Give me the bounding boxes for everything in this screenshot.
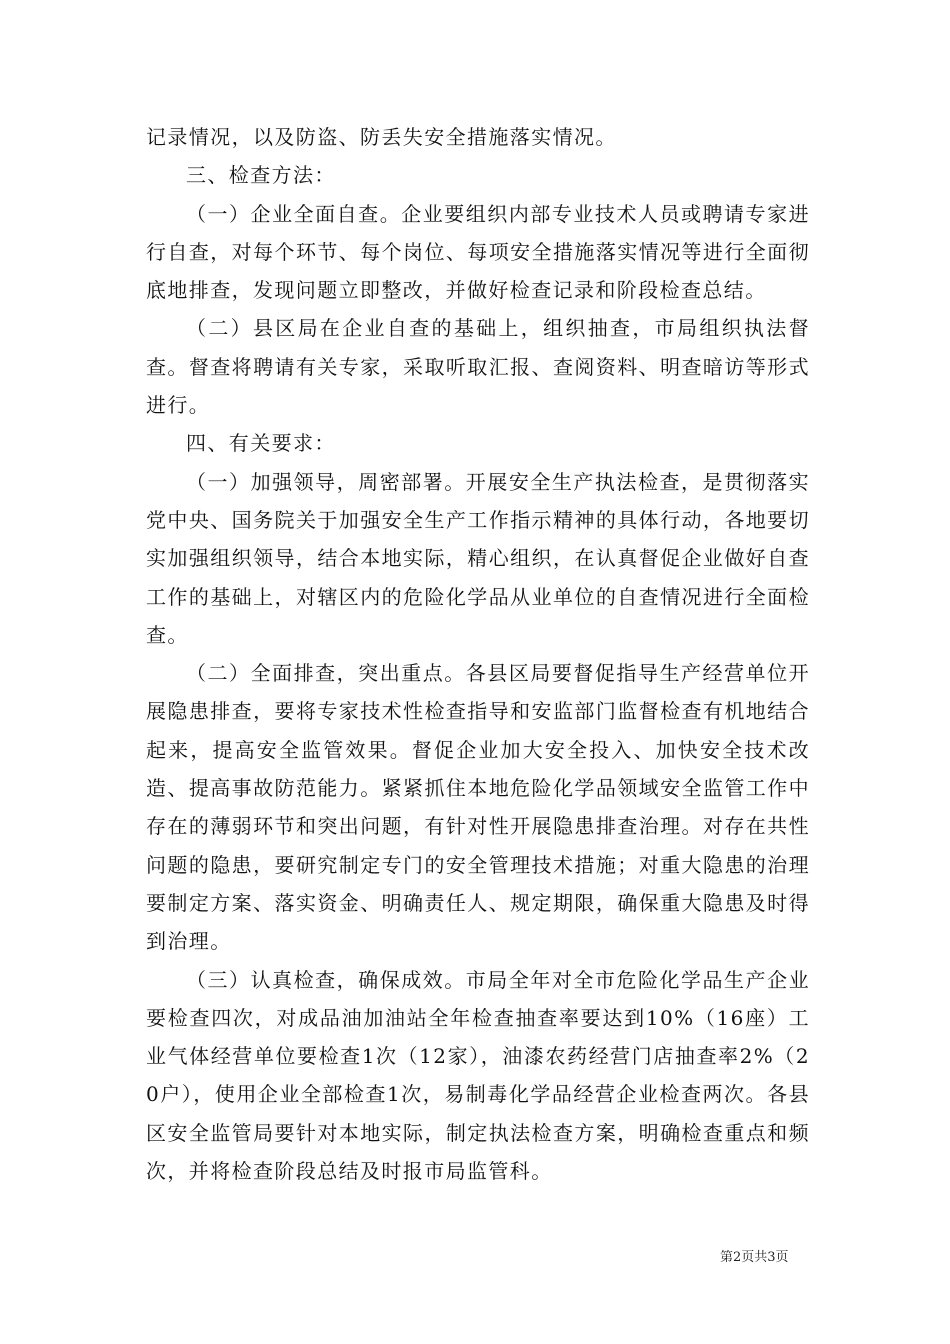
section-heading-requirements: 四、有关要求：	[186, 431, 336, 456]
paragraph-leadership: （一）加强领导，周密部署。开展安全生产执法检查，是贯彻落实党中央、国务院关于加强安全生产工作指示精神的具体行动，各地要切实加强组织领导，结合本地实际，精心组织，在认真督促企业做好自查工作的基础上，对辖区内的危险化学品从业单位的自查情况进行全面检查。	[146, 469, 810, 647]
paragraph-0: 记录情况，以及防盗、防丢失安全措施落实情况。	[146, 125, 617, 149]
paragraph-inspection-effect: （三）认真检查，确保成效。市局全年对全市危险化学品生产企业要检查四次，对成品油加油站全年检查抽查率要达到10%（16座）工业气体经营单位要检查1次（12家），油漆农药经营门店抽查率2%（20户），使用企业全部检查1次，易制毒化学品经营企业检查两次。各县区安全监管局要针对本地实际，制定执法检查方案，明确检查重点和频次，并将检查阶段总结及时报市局监管科。	[146, 967, 810, 1184]
document-body	[146, 118, 810, 1190]
paragraph-spot-check: （二）县区局在企业自查的基础上，组织抽查，市局组织执法督查。督查将聘请有关专家，采取听取汇报、查阅资料、明查暗访等形式进行。	[146, 316, 810, 418]
paragraph-self-inspection: （一）企业全面自查。企业要组织内部专业技术人员或聘请专家进行自查，对每个环节、每个岗位、每项安全措施落实情况等进行全面彻底地排查，发现问题立即整改，并做好检查记录和阶段检查总结。	[146, 201, 810, 303]
page-number: 第2页共3页	[720, 1250, 789, 1265]
section-heading-methods: 三、检查方法：	[186, 163, 336, 188]
paragraph-investigation: （二）全面排查，突出重点。各县区局要督促指导生产经营单位开展隐患排查，要将专家技术性检查指导和安监部门监督检查有机地结合起来，提高安全监管效果。督促企业加大安全投入、加快安全技术改造、提高事故防范能力。紧紧抓住本地危险化学品领域安全监管工作中存在的薄弱环节和突出问题，有针对性开展隐患排查治理。对存在共性问题的隐患，要研究制定专门的安全管理技术措施；对重大隐患的治理要制定方案、落实资金、明确责任人、规定期限，确保重大隐患及时得到治理。	[146, 661, 810, 954]
